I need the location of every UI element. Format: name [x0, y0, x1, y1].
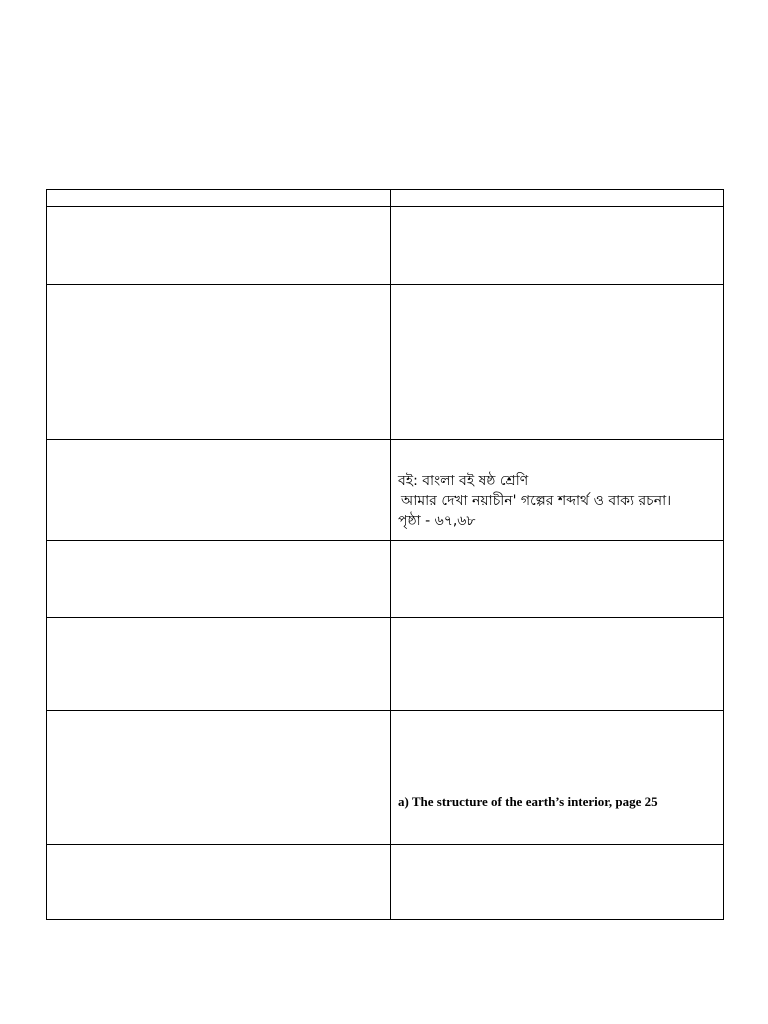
- table-row: [47, 190, 724, 207]
- geography-topic-text: a) The structure of the earth’s interior, page 25: [398, 794, 658, 809]
- table-cell: [391, 285, 724, 440]
- table-cell: [47, 541, 391, 618]
- page-reference-line: পৃষ্ঠা - ৬৭,৬৮: [398, 513, 476, 529]
- table-cell: [391, 711, 724, 845]
- lesson-topic-line: আমার দেখা নয়াচীন' গল্পের শব্দার্থ ও বাক্য রচনা।: [401, 493, 672, 509]
- table-cell: [391, 207, 724, 285]
- table-cell: [47, 618, 391, 711]
- table-row: [47, 711, 724, 845]
- table-row: [47, 207, 724, 285]
- table-row: [47, 541, 724, 618]
- table-row: [47, 618, 724, 711]
- table-row: [47, 845, 724, 920]
- table-row: [47, 440, 724, 541]
- book-reference-text: [398, 471, 671, 531]
- table-cell: [47, 207, 391, 285]
- document-table: [46, 189, 724, 920]
- table-cell: [391, 541, 724, 618]
- table-cell: [391, 440, 724, 541]
- table-cell: [391, 618, 724, 711]
- table-cell: [47, 440, 391, 541]
- book-title-line: বই: বাংলা বই ষষ্ঠ শ্রেণি: [398, 473, 529, 489]
- table-cell: [391, 845, 724, 920]
- table-row: [47, 285, 724, 440]
- table-cell: [47, 285, 391, 440]
- table-cell: [391, 190, 724, 207]
- table-cell: [47, 711, 391, 845]
- table-cell: [47, 845, 391, 920]
- table-cell: [47, 190, 391, 207]
